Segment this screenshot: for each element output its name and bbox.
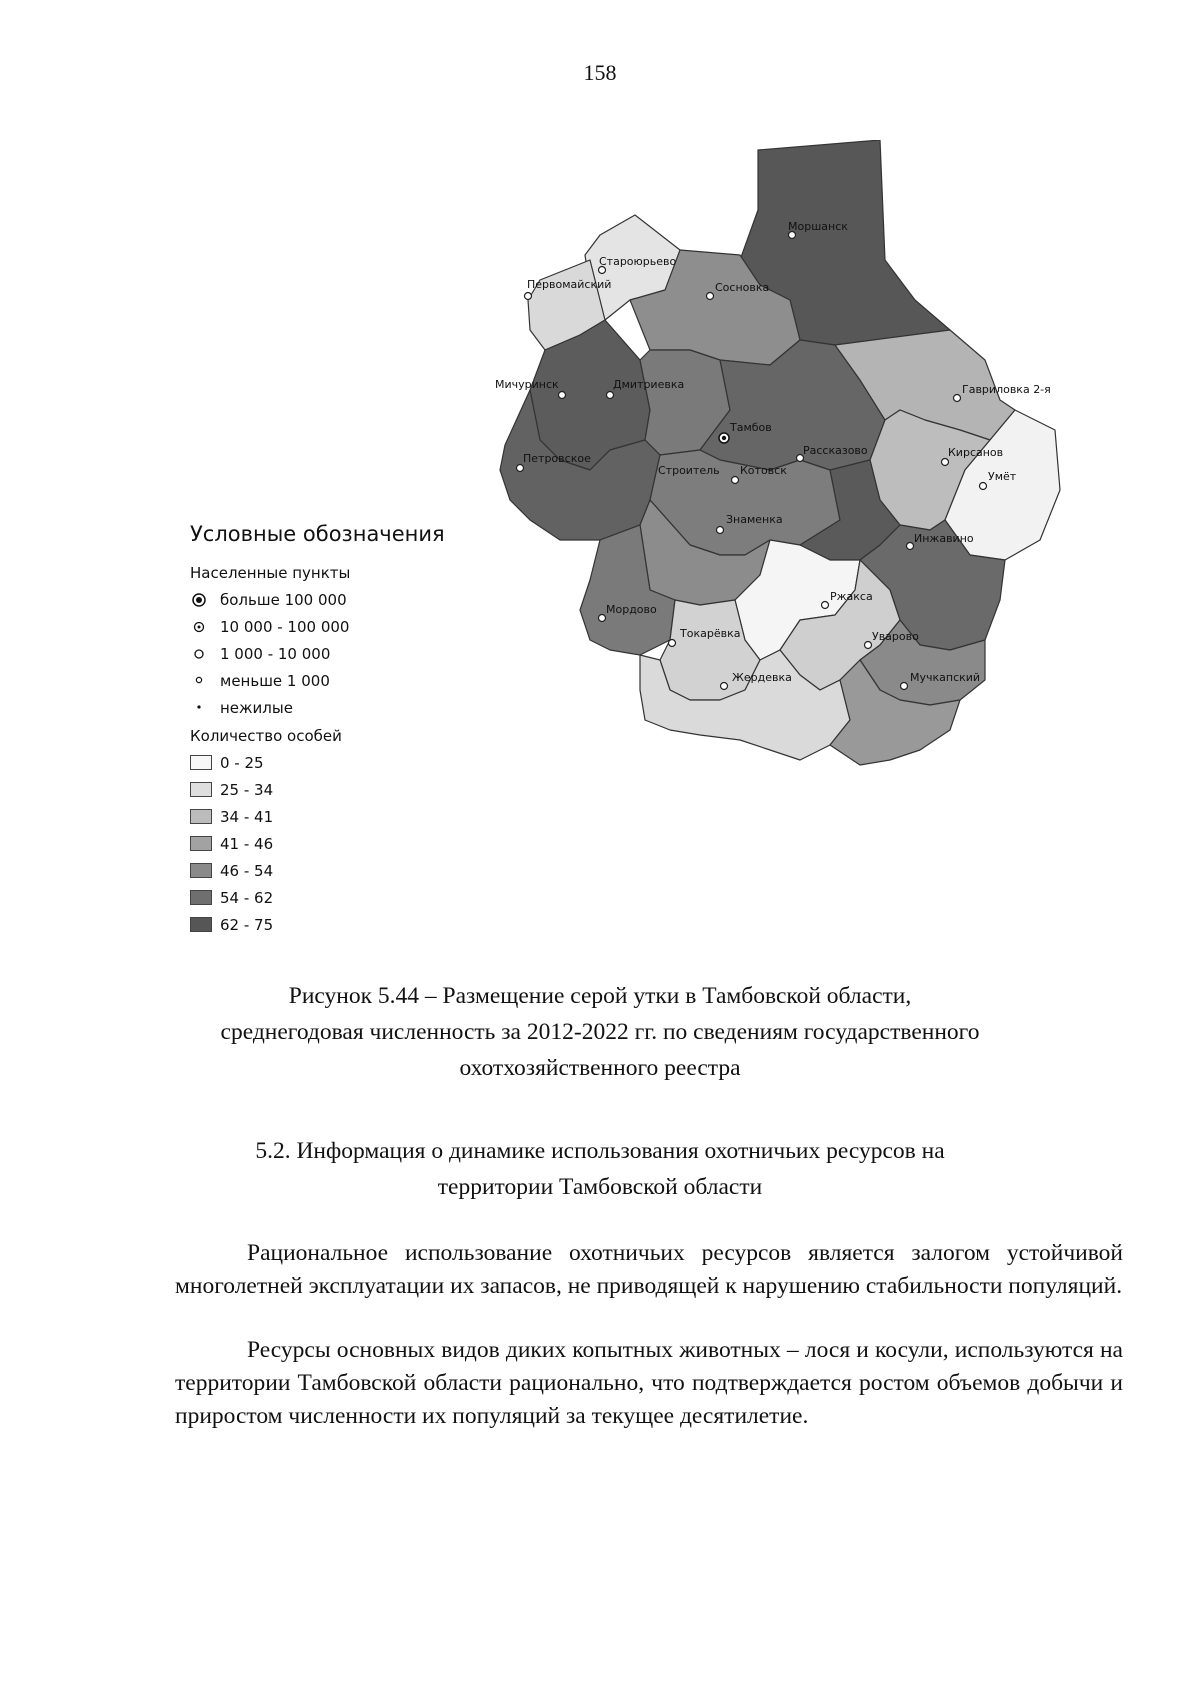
legend-settlement-row: [190, 694, 445, 721]
legend-title: Условные обозначения: [190, 522, 445, 546]
city-label: Мучкапский: [910, 671, 981, 684]
city-label: Петровское: [523, 452, 591, 465]
legend-settlement-label: 1 000 - 10 000: [220, 644, 331, 663]
city-label: Первомайский: [527, 278, 612, 291]
city-label: Рассказово: [803, 444, 868, 457]
city-label: Гавриловка 2-я: [962, 383, 1051, 396]
city-label: Жердевка: [732, 671, 792, 684]
city-label: Мордово: [606, 603, 657, 616]
legend-class-label: 34 - 41: [220, 807, 274, 826]
city-label: Староюрьево: [599, 255, 677, 268]
city-marker: [669, 640, 676, 647]
city-label: Моршанск: [788, 220, 848, 233]
legend-class-row: [190, 830, 445, 857]
city-icon: [190, 618, 208, 636]
city-marker: [607, 392, 614, 399]
legend-class-row: [190, 803, 445, 830]
legend-classes: [190, 749, 445, 938]
legend-swatch: [190, 890, 212, 905]
city-label: Строитель: [658, 464, 720, 477]
city-label: Знаменка: [726, 513, 783, 526]
city-label: Котовск: [740, 464, 787, 477]
uninhabited-icon: [190, 699, 208, 717]
city-marker: [942, 459, 949, 466]
city-label: Уварово: [872, 630, 919, 643]
legend-swatch: [190, 809, 212, 824]
city-marker: [559, 392, 566, 399]
city-label: Умёт: [988, 470, 1017, 483]
village-icon: [190, 672, 208, 690]
city-marker: [907, 543, 914, 550]
city-label: Тамбов: [730, 421, 772, 434]
heading-line: территории Тамбовской области: [437, 1174, 763, 1200]
tambov-region-map: [490, 140, 1090, 780]
legend-settlement-row: [190, 640, 445, 667]
legend-swatch: [190, 782, 212, 797]
paragraph-text: Ресурсы основных видов диких копытных животных – лося и косули, используются на территории Тамбовской области рационально, что подтверждается ростом объемов добычи и приростом численности их популяций за текущее десятилетие.: [175, 1337, 1123, 1429]
city-label: Мичуринск: [495, 378, 559, 391]
legend-class-label: 46 - 54: [220, 861, 274, 880]
figure-caption: [150, 978, 1050, 1086]
town-icon: [190, 645, 208, 663]
legend-swatch: [190, 755, 212, 770]
legend-settlement-row: [190, 667, 445, 694]
legend-swatch: [190, 917, 212, 932]
page-number: 158: [583, 60, 617, 85]
legend-class-row: [190, 911, 445, 938]
legend-swatch: [190, 863, 212, 878]
heading-line: 5.2. Информация о динамике использования охотничьих ресурсов на: [255, 1138, 945, 1164]
city-marker: [732, 477, 739, 484]
legend-class-label: 62 - 75: [220, 915, 274, 934]
legend-class-row: [190, 776, 445, 803]
legend-settlement-row: [190, 586, 445, 613]
city-marker: [954, 395, 961, 402]
city-marker: [721, 683, 728, 690]
legend-swatch: [190, 836, 212, 851]
city-marker: [717, 527, 724, 534]
large-city-icon: [190, 591, 208, 609]
city-label: Сосновка: [715, 281, 770, 294]
paragraph-text: Рациональное использование охотничьих ресурсов является залогом устойчивой многолетней эксплуатации их запасов, не приводящей к нарушению стабильности популяций.: [175, 1240, 1123, 1299]
city-marker: [525, 293, 532, 300]
city-label: Токарёвка: [680, 627, 741, 640]
paragraph: [175, 1237, 1123, 1303]
city-marker: [707, 293, 714, 300]
city-label: Кирсанов: [948, 446, 1004, 459]
caption-line: среднегодовая численность за 2012-2022 гг. по сведениям государственного: [220, 1019, 980, 1045]
legend-class-label: 25 - 34: [220, 780, 274, 799]
legend-class-row: [190, 884, 445, 911]
city-marker: [865, 642, 872, 649]
caption-line: Рисунок 5.44 – Размещение серой утки в Тамбовской области,: [288, 983, 912, 1009]
city-label: Дмитриевка: [613, 378, 685, 391]
legend-settlement-label: 10 000 - 100 000: [220, 617, 350, 636]
legend-settlements-title: Населенные пункты: [190, 564, 351, 582]
legend-settlement-row: [190, 613, 445, 640]
legend-class-label: 0 - 25: [220, 753, 264, 772]
legend-class-label: 54 - 62: [220, 888, 274, 907]
legend-class-row: [190, 857, 445, 884]
city-marker: [599, 615, 606, 622]
city-label: Ржакса: [830, 590, 873, 603]
legend-settlement-label: меньше 1 000: [220, 671, 330, 690]
legend-settlement-label: нежилые: [220, 698, 293, 717]
city-marker: [980, 483, 987, 490]
city-label: Инжавино: [914, 532, 974, 545]
paragraph: [175, 1334, 1123, 1433]
legend-settlement-label: больше 100 000: [220, 590, 347, 609]
city-marker: [822, 602, 829, 609]
city-marker: [517, 465, 524, 472]
legend-class-row: [190, 749, 445, 776]
section-heading: [150, 1133, 1050, 1205]
legend-class-label: 41 - 46: [220, 834, 274, 853]
caption-line: охотхозяйственного реестра: [459, 1055, 741, 1081]
map-legend: [190, 522, 445, 938]
city-marker: [901, 683, 908, 690]
legend-count-title: Количество особей: [190, 727, 342, 745]
